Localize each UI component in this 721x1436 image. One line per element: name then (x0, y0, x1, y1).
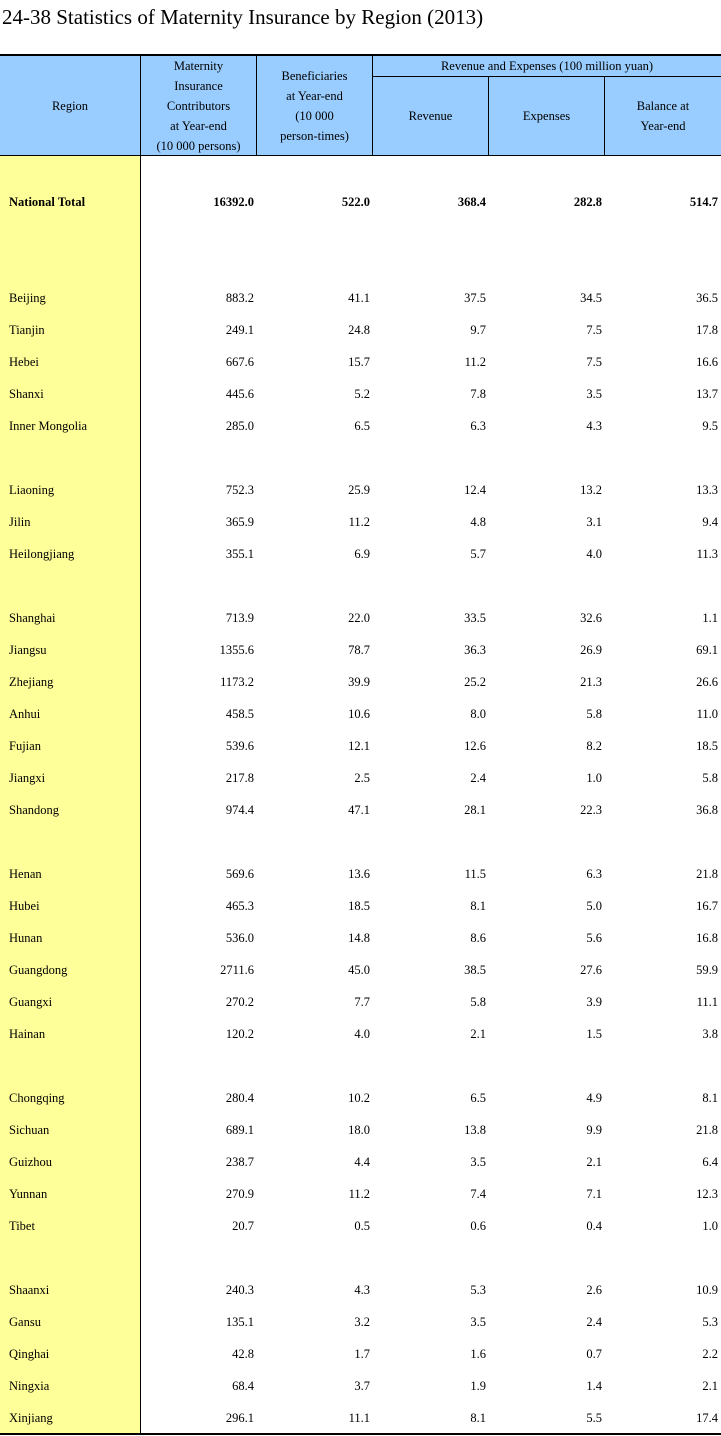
revenue-cell: 7.8 (470, 387, 486, 401)
beneficiaries-cell: 24.8 (348, 323, 370, 337)
expenses-cell: 1.4 (586, 1379, 602, 1393)
table-header (0, 56, 721, 156)
balance-cell: 21.8 (696, 1123, 718, 1137)
beneficiaries-cell: 45.0 (348, 963, 370, 977)
expenses-cell: 6.3 (586, 867, 602, 881)
contributors-cell: 280.4 (225, 1091, 254, 1105)
revenue-cell: 368.4 (457, 195, 486, 209)
table-row (0, 762, 721, 794)
region-cell: Hainan (9, 1027, 46, 1041)
revenue-cell: 5.8 (470, 995, 486, 1009)
contributors-cell: 135.1 (225, 1315, 254, 1329)
balance-cell: 13.7 (696, 387, 718, 401)
table-row (0, 922, 721, 954)
expenses-cell: 34.5 (580, 291, 602, 305)
balance-cell: 10.9 (696, 1283, 718, 1297)
beneficiaries-cell: 3.7 (354, 1379, 370, 1393)
revenue-cell: 8.1 (470, 899, 486, 913)
balance-cell: 11.0 (696, 707, 718, 721)
revenue-cell: 6.5 (470, 1091, 486, 1105)
contributors-cell: 238.7 (225, 1155, 254, 1169)
revenue-cell: 0.6 (470, 1219, 486, 1233)
contributors-cell: 42.8 (232, 1347, 254, 1361)
balance-cell: 16.8 (696, 931, 718, 945)
revenue-cell: 3.5 (470, 1155, 486, 1169)
header-balance-line: Balance at (636, 99, 690, 113)
region-cell: Hebei (9, 355, 39, 369)
contributors-cell: 16392.0 (213, 195, 254, 209)
contributors-cell: 68.4 (232, 1379, 254, 1393)
revenue-cell: 8.1 (470, 1411, 486, 1425)
header-contributors-line: Maternity (173, 58, 224, 73)
header-contributors-line: (10 000 persons) (156, 138, 241, 153)
balance-cell: 9.4 (702, 515, 718, 529)
expenses-cell: 8.2 (586, 739, 602, 753)
contributors-cell: 365.9 (225, 515, 254, 529)
region-cell: Guangdong (9, 963, 68, 977)
region-cell: Qinghai (9, 1347, 50, 1361)
expenses-cell: 2.4 (586, 1315, 602, 1329)
balance-cell: 1.0 (702, 1219, 718, 1233)
expenses-cell: 3.1 (586, 515, 602, 529)
revenue-cell: 2.1 (470, 1027, 486, 1041)
beneficiaries-cell: 78.7 (348, 643, 370, 657)
expenses-cell: 7.5 (586, 323, 602, 337)
beneficiaries-cell: 12.1 (348, 739, 370, 753)
expenses-cell: 1.5 (586, 1027, 602, 1041)
table-row (0, 1402, 721, 1434)
beneficiaries-cell: 2.5 (354, 771, 370, 785)
header-beneficiaries (257, 56, 372, 155)
beneficiaries-cell: 5.2 (354, 387, 370, 401)
header-beneficiaries-line: person-times) (280, 128, 349, 143)
region-cell: Hunan (9, 931, 43, 945)
header-contributors-line: Insurance (174, 78, 223, 93)
revenue-cell: 1.6 (470, 1347, 486, 1361)
contributors-cell: 270.9 (225, 1187, 254, 1201)
balance-cell: 2.1 (702, 1379, 718, 1393)
contributors-cell: 569.6 (225, 867, 254, 881)
region-cell: Yunnan (9, 1187, 48, 1201)
header-expenses-label: Expenses (522, 109, 571, 123)
expenses-cell: 0.4 (586, 1219, 602, 1233)
statistics-table (0, 54, 721, 1436)
region-cell: Shaanxi (9, 1283, 50, 1297)
beneficiaries-cell: 4.3 (354, 1283, 370, 1297)
revenue-cell: 2.4 (470, 771, 486, 785)
contributors-cell: 217.8 (225, 771, 254, 785)
beneficiaries-cell: 39.9 (348, 675, 370, 689)
table-row (0, 794, 721, 826)
header-balance-line: Year-end (640, 119, 686, 133)
table-row (0, 730, 721, 762)
expenses-cell: 21.3 (580, 675, 602, 689)
expenses-cell: 4.3 (586, 419, 602, 433)
contributors-cell: 20.7 (232, 1219, 254, 1233)
beneficiaries-cell: 47.1 (348, 803, 370, 817)
revenue-cell: 6.3 (470, 419, 486, 433)
balance-cell: 514.7 (689, 195, 718, 209)
header-region-label: Region (51, 98, 89, 113)
balance-cell: 36.8 (696, 803, 718, 817)
expenses-cell: 32.6 (580, 611, 602, 625)
header-beneficiaries-line: Beneficiaries (281, 68, 348, 83)
balance-cell: 26.6 (696, 675, 718, 689)
contributors-cell: 974.4 (225, 803, 254, 817)
balance-cell: 21.8 (696, 867, 718, 881)
contributors-cell: 1173.2 (220, 675, 254, 689)
revenue-cell: 36.3 (464, 643, 486, 657)
balance-cell: 5.8 (702, 771, 718, 785)
revenue-cell: 8.6 (470, 931, 486, 945)
balance-cell: 11.1 (696, 995, 718, 1009)
beneficiaries-cell: 4.4 (354, 1155, 370, 1169)
header-group-label: Revenue and Expenses (100 million yuan) (440, 59, 654, 73)
region-cell: Xinjiang (9, 1411, 53, 1425)
revenue-cell: 12.4 (464, 483, 486, 497)
balance-cell: 17.8 (696, 323, 718, 337)
table-row (0, 698, 721, 730)
header-contributors-line: at Year-end (170, 118, 227, 133)
beneficiaries-cell: 25.9 (348, 483, 370, 497)
revenue-cell: 12.6 (464, 739, 486, 753)
table-row (0, 410, 721, 442)
table-row (0, 1370, 721, 1402)
balance-cell: 8.1 (702, 1091, 718, 1105)
table-bottom-rule (0, 1433, 721, 1435)
revenue-cell: 9.7 (470, 323, 486, 337)
beneficiaries-cell: 0.5 (354, 1219, 370, 1233)
table-row (0, 1306, 721, 1338)
region-cell: Guizhou (9, 1155, 53, 1169)
table-row (0, 890, 721, 922)
header-balance-label (637, 96, 689, 136)
contributors-cell: 465.3 (225, 899, 254, 913)
expenses-cell: 5.5 (586, 1411, 602, 1425)
revenue-cell: 37.5 (464, 291, 486, 305)
revenue-cell: 11.2 (464, 355, 486, 369)
region-cell: Tibet (9, 1219, 35, 1233)
balance-cell: 18.5 (696, 739, 718, 753)
balance-cell: 6.4 (702, 1155, 718, 1169)
table-row (0, 634, 721, 666)
table-row (0, 1274, 721, 1306)
balance-cell: 17.4 (696, 1411, 718, 1425)
expenses-cell: 5.0 (586, 899, 602, 913)
region-cell: Chongqing (9, 1091, 65, 1105)
expenses-cell: 282.8 (573, 195, 602, 209)
region-cell: Zhejiang (9, 675, 54, 689)
header-revenue (373, 77, 488, 155)
expenses-cell: 3.5 (586, 387, 602, 401)
table-row (0, 858, 721, 890)
header-balance (605, 77, 721, 155)
header-region (0, 56, 140, 155)
table-title: 24-38 Statistics of Maternity Insurance by Region (2013) (2, 5, 484, 29)
balance-cell: 5.3 (702, 1315, 718, 1329)
beneficiaries-cell: 41.1 (348, 291, 370, 305)
table-row (0, 1082, 721, 1114)
contributors-cell: 1355.6 (219, 643, 254, 657)
contributors-cell: 445.6 (225, 387, 254, 401)
balance-cell: 59.9 (696, 963, 718, 977)
beneficiaries-cell: 14.8 (348, 931, 370, 945)
region-cell: Shandong (9, 803, 59, 817)
contributors-cell: 355.1 (225, 547, 254, 561)
revenue-cell: 11.5 (464, 867, 486, 881)
beneficiaries-cell: 22.0 (348, 611, 370, 625)
table-row (0, 1114, 721, 1146)
revenue-cell: 7.4 (470, 1187, 486, 1201)
header-revenue-expenses-group (373, 56, 721, 76)
balance-cell: 13.3 (696, 483, 718, 497)
beneficiaries-cell: 13.6 (348, 867, 370, 881)
expenses-cell: 9.9 (586, 1123, 602, 1137)
revenue-cell: 13.8 (464, 1123, 486, 1137)
beneficiaries-cell: 1.7 (354, 1347, 370, 1361)
contributors-cell: 539.6 (225, 739, 254, 753)
table-row (0, 954, 721, 986)
contributors-cell: 689.1 (225, 1123, 254, 1137)
revenue-cell: 5.7 (470, 547, 486, 561)
expenses-cell: 27.6 (580, 963, 602, 977)
region-cell: Guangxi (9, 995, 53, 1009)
region-cell: Jiangxi (9, 771, 46, 785)
region-cell: Tianjin (9, 323, 45, 337)
contributors-cell: 249.1 (225, 323, 254, 337)
region-cell: Liaoning (9, 483, 55, 497)
beneficiaries-cell: 18.5 (348, 899, 370, 913)
header-divider (372, 56, 373, 155)
balance-cell: 36.5 (696, 291, 718, 305)
beneficiaries-cell: 522.0 (341, 195, 370, 209)
contributors-cell: 883.2 (225, 291, 254, 305)
table-row (0, 1210, 721, 1242)
region-cell: Heilongjiang (9, 547, 75, 561)
table-row (0, 474, 721, 506)
expenses-cell: 5.8 (586, 707, 602, 721)
header-contributors-label (156, 56, 240, 156)
table-row (0, 666, 721, 698)
contributors-cell: 752.3 (225, 483, 254, 497)
beneficiaries-cell: 4.0 (354, 1027, 370, 1041)
contributors-cell: 296.1 (225, 1411, 254, 1425)
beneficiaries-cell: 11.1 (348, 1411, 370, 1425)
region-cell: Shanxi (9, 387, 44, 401)
beneficiaries-cell: 11.2 (348, 1187, 370, 1201)
region-cell: Beijing (9, 291, 46, 305)
header-divider (488, 76, 489, 155)
revenue-cell: 1.9 (470, 1379, 486, 1393)
region-cell: Henan (9, 867, 42, 881)
expenses-cell: 13.2 (580, 483, 602, 497)
revenue-cell: 5.3 (470, 1283, 486, 1297)
beneficiaries-cell: 18.0 (348, 1123, 370, 1137)
beneficiaries-cell: 7.7 (354, 995, 370, 1009)
balance-cell: 12.3 (696, 1187, 718, 1201)
contributors-cell: 536.0 (225, 931, 254, 945)
revenue-cell: 28.1 (464, 803, 486, 817)
beneficiaries-cell: 6.9 (354, 547, 370, 561)
balance-cell: 2.2 (702, 1347, 718, 1361)
table-row (0, 1146, 721, 1178)
balance-cell: 11.3 (696, 547, 718, 561)
contributors-cell: 285.0 (225, 419, 254, 433)
table-row (0, 506, 721, 538)
region-cell: Jilin (9, 515, 31, 529)
table-row (0, 282, 721, 314)
header-divider (140, 56, 141, 155)
region-cell: Inner Mongolia (9, 419, 88, 433)
expenses-cell: 5.6 (586, 931, 602, 945)
header-revenue-label: Revenue (408, 109, 453, 123)
header-contributors-line: Contributors (166, 98, 231, 113)
revenue-cell: 4.8 (470, 515, 486, 529)
region-cell: National Total (9, 195, 86, 209)
table-row (0, 1018, 721, 1050)
beneficiaries-cell: 10.2 (348, 1091, 370, 1105)
region-cell: Jiangsu (9, 643, 47, 657)
revenue-cell: 3.5 (470, 1315, 486, 1329)
expenses-cell: 26.9 (580, 643, 602, 657)
beneficiaries-cell: 3.2 (354, 1315, 370, 1329)
expenses-cell: 2.6 (586, 1283, 602, 1297)
header-group-rule (372, 76, 721, 77)
contributors-cell: 713.9 (225, 611, 254, 625)
table-row (0, 378, 721, 410)
contributors-cell: 2711.6 (220, 963, 254, 977)
contributors-cell: 240.3 (225, 1283, 254, 1297)
header-beneficiaries-label (280, 66, 349, 146)
revenue-cell: 8.0 (470, 707, 486, 721)
region-cell: Hubei (9, 899, 40, 913)
region-cell: Sichuan (9, 1123, 50, 1137)
balance-cell: 9.5 (702, 419, 718, 433)
revenue-cell: 25.2 (464, 675, 486, 689)
region-cell: Shanghai (9, 611, 56, 625)
beneficiaries-cell: 15.7 (348, 355, 370, 369)
contributors-cell: 120.2 (225, 1027, 254, 1041)
expenses-cell: 4.9 (586, 1091, 602, 1105)
expenses-cell: 3.9 (586, 995, 602, 1009)
header-divider (256, 56, 257, 155)
contributors-cell: 667.6 (225, 355, 254, 369)
table-row (0, 346, 721, 378)
region-cell: Ningxia (9, 1379, 50, 1393)
table-row (0, 186, 721, 218)
table-row (0, 1178, 721, 1210)
revenue-cell: 33.5 (464, 611, 486, 625)
header-beneficiaries-line: (10 000 (295, 108, 334, 123)
expenses-cell: 22.3 (580, 803, 602, 817)
table-row (0, 538, 721, 570)
table-row (0, 602, 721, 634)
table-row (0, 986, 721, 1018)
balance-cell: 16.6 (696, 355, 718, 369)
balance-cell: 1.1 (702, 611, 718, 625)
balance-cell: 16.7 (696, 899, 718, 913)
contributors-cell: 270.2 (225, 995, 254, 1009)
expenses-cell: 4.0 (586, 547, 602, 561)
expenses-cell: 0.7 (586, 1347, 602, 1361)
expenses-cell: 1.0 (586, 771, 602, 785)
balance-cell: 3.8 (702, 1027, 718, 1041)
region-cell: Fujian (9, 739, 41, 753)
revenue-cell: 38.5 (464, 963, 486, 977)
contributors-cell: 458.5 (225, 707, 254, 721)
expenses-cell: 7.1 (586, 1187, 602, 1201)
balance-cell: 69.1 (696, 643, 718, 657)
beneficiaries-cell: 6.5 (354, 419, 370, 433)
header-expenses (489, 77, 604, 155)
beneficiaries-cell: 11.2 (348, 515, 370, 529)
region-cell: Anhui (9, 707, 41, 721)
header-beneficiaries-line: at Year-end (286, 88, 343, 103)
header-divider (604, 76, 605, 155)
expenses-cell: 7.5 (586, 355, 602, 369)
beneficiaries-cell: 10.6 (348, 707, 370, 721)
expenses-cell: 2.1 (586, 1155, 602, 1169)
header-contributors (141, 56, 256, 155)
table-row (0, 314, 721, 346)
table-row (0, 1338, 721, 1370)
region-cell: Gansu (9, 1315, 41, 1329)
